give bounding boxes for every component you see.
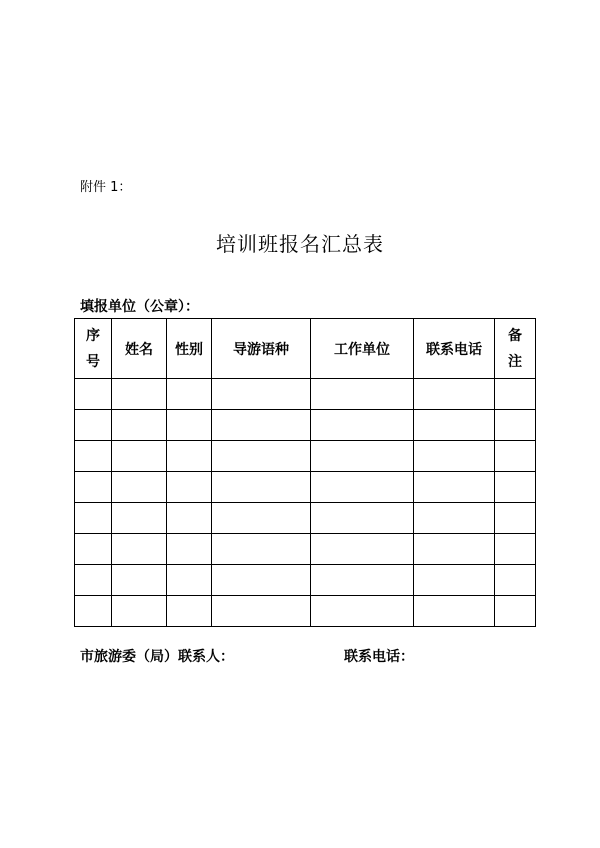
table-cell[interactable] xyxy=(75,503,112,534)
table-cell[interactable] xyxy=(112,410,167,441)
table-cell[interactable] xyxy=(495,379,536,410)
table-cell[interactable] xyxy=(112,441,167,472)
document-title: 培训班报名汇总表 xyxy=(216,232,384,256)
bureau-contact-phone-label: 联系电话： xyxy=(344,649,414,665)
table-cell[interactable] xyxy=(311,534,414,565)
table-cell[interactable] xyxy=(75,379,112,410)
table-cell[interactable] xyxy=(167,534,212,565)
table-cell[interactable] xyxy=(75,596,112,627)
table-cell[interactable] xyxy=(414,379,495,410)
filling-unit-label: 填报单位（公章）： xyxy=(80,299,199,315)
table-cell[interactable] xyxy=(75,410,112,441)
header-guide-language: 导游语种 xyxy=(212,319,311,379)
table-cell[interactable] xyxy=(495,565,536,596)
table-cell[interactable] xyxy=(311,410,414,441)
table-cell[interactable] xyxy=(495,472,536,503)
header-work-unit: 工作单位 xyxy=(311,319,414,379)
table-cell[interactable] xyxy=(112,565,167,596)
table-cell[interactable] xyxy=(212,534,311,565)
table-cell[interactable] xyxy=(212,596,311,627)
table-cell[interactable] xyxy=(112,379,167,410)
table-cell[interactable] xyxy=(212,565,311,596)
table-cell[interactable] xyxy=(414,534,495,565)
table-cell[interactable] xyxy=(495,441,536,472)
table-cell[interactable] xyxy=(112,534,167,565)
table-cell[interactable] xyxy=(495,534,536,565)
table-row xyxy=(75,410,536,441)
table-cell[interactable] xyxy=(495,596,536,627)
table-cell[interactable] xyxy=(75,565,112,596)
table-cell[interactable] xyxy=(112,596,167,627)
table-cell[interactable] xyxy=(311,565,414,596)
table-cell[interactable] xyxy=(167,410,212,441)
table-cell[interactable] xyxy=(112,472,167,503)
table-row xyxy=(75,565,536,596)
table-cell[interactable] xyxy=(311,472,414,503)
header-contact-phone: 联系电话 xyxy=(414,319,495,379)
table-cell[interactable] xyxy=(311,503,414,534)
table-cell[interactable] xyxy=(75,534,112,565)
header-gender: 性别 xyxy=(167,319,212,379)
table-cell[interactable] xyxy=(311,379,414,410)
table-cell[interactable] xyxy=(75,472,112,503)
table-cell[interactable] xyxy=(212,379,311,410)
table-cell[interactable] xyxy=(167,441,212,472)
header-serial-number: 序号 xyxy=(75,319,112,379)
table-cell[interactable] xyxy=(212,472,311,503)
header-name: 姓名 xyxy=(112,319,167,379)
table-cell[interactable] xyxy=(167,596,212,627)
bureau-contact-person-label: 市旅游委（局）联系人： xyxy=(80,649,234,665)
table-cell[interactable] xyxy=(167,503,212,534)
table-cell[interactable] xyxy=(75,441,112,472)
table-cell[interactable] xyxy=(414,565,495,596)
table-cell[interactable] xyxy=(112,503,167,534)
table-cell[interactable] xyxy=(414,596,495,627)
table-cell[interactable] xyxy=(167,472,212,503)
table-cell[interactable] xyxy=(212,410,311,441)
table-row xyxy=(75,534,536,565)
table-cell[interactable] xyxy=(495,503,536,534)
table-row xyxy=(75,441,536,472)
table-cell[interactable] xyxy=(495,410,536,441)
table-cell[interactable] xyxy=(414,503,495,534)
table-cell[interactable] xyxy=(414,441,495,472)
table-header-row xyxy=(75,319,536,379)
table-row xyxy=(75,379,536,410)
table-row xyxy=(75,503,536,534)
table-row xyxy=(75,596,536,627)
table-row xyxy=(75,472,536,503)
table-cell[interactable] xyxy=(167,379,212,410)
header-remarks: 备注 xyxy=(495,319,536,379)
table-cell[interactable] xyxy=(167,565,212,596)
table-cell[interactable] xyxy=(414,410,495,441)
table-cell[interactable] xyxy=(212,503,311,534)
table-cell[interactable] xyxy=(311,441,414,472)
table-cell[interactable] xyxy=(414,472,495,503)
table-cell[interactable] xyxy=(212,441,311,472)
attachment-label: 附件 1： xyxy=(80,180,132,195)
registration-table xyxy=(74,318,536,627)
table-cell[interactable] xyxy=(311,596,414,627)
